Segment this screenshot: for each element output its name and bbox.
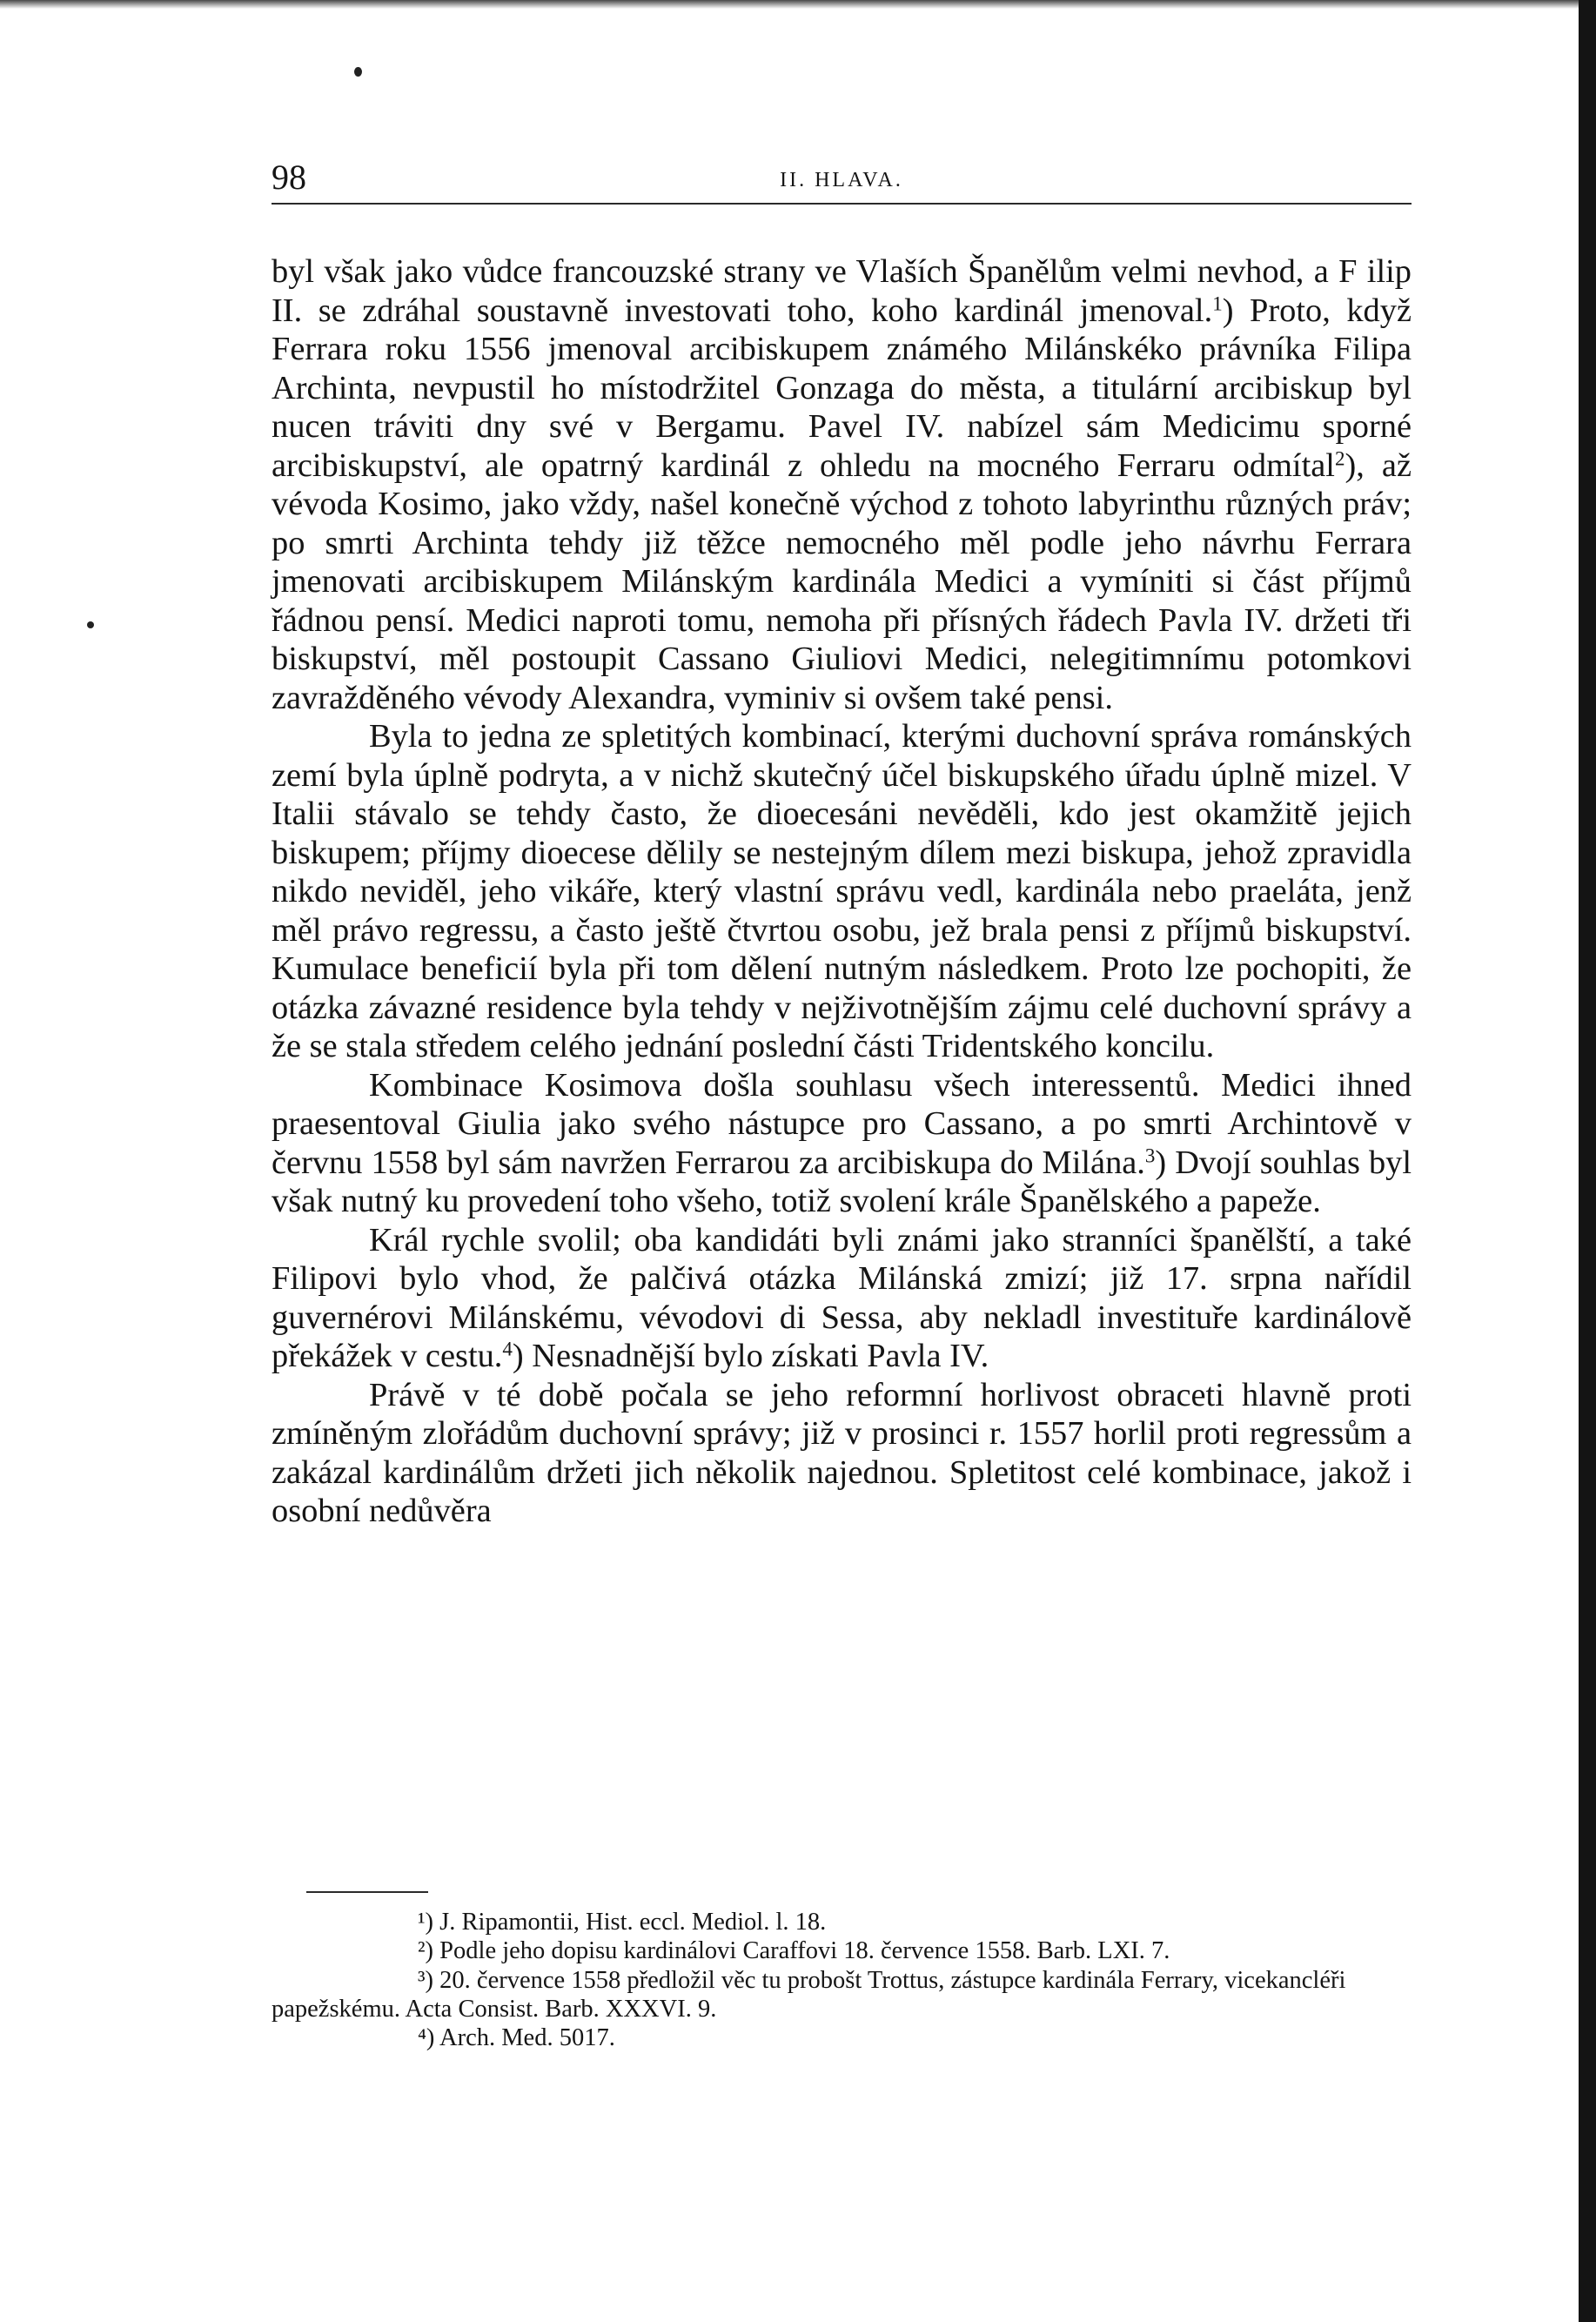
footnote — [272, 1908, 1412, 1936]
paragraph-text: ) Proto, když Ferrara roku 1556 jmenoval arcibiskupem známého Milánskéko právníka Filipa Archinta, nevpustil ho místodržitel Gonzaga do města, a titulární arcibiskup byl nucen tráviti dny své v Bergamu. Pavel IV. nabízel sám Medicimu sporné arcibiskupství, ale opatrný kardinál z ohledu na mocného Ferraru odmítal — [272, 292, 1412, 484]
footnote-mark: ⁴) — [418, 2024, 435, 2052]
page-header — [272, 157, 1412, 202]
page — [272, 157, 1412, 2052]
paragraph-text: ), až vévoda Kosimo, jako vždy, našel konečně východ z tohoto labyrinthu různých práv; po smrti Archinta tehdy již těžce nemocného měl podle jeho návrhu Ferrara jmenovati arcibiskupem Milánským kardinála Medici a vymíniti si část příjmů řádnou pensí. Medici naproti tomu, nemoha při přísných řádech Pavla IV. držeti tři biskupství, měl postoupit Cassano Giuliovi Medici, nelegitimnímu potomkovi zavražděného vévody Alexandra, vyminiv si ovšem také pensi. — [272, 446, 1412, 716]
footnote-text: 20. července 1558 předložil věc tu probošt Trottus, zástupce kardinála Ferrary, vicekancléři papežskému. Acta Consist. Barb. XXXVI. 9. — [272, 1966, 1346, 2023]
paragraph-text: Král rychle svolil; oba kandidáti byli známi jako stranníci španělští, a také Filipovi bylo vhod, že palčivá otázka Milánská zmizí; již 17. srpna nařídil guvernérovi Milánskému, vévodovi di Sessa, aby nekladl investituře kardinálově překážek v cestu. — [272, 1221, 1412, 1374]
footnote-mark: ³) — [418, 1966, 434, 1994]
paragraph-text: Kombinace Kosimova došla souhlasu všech interessentů. Medici ihned praesentoval Giulia jako svého nástupce pro Cassano, a po smrti Archintově v červnu 1558 byl sám navržen Ferrarou za arcibiskupa do Milána. — [272, 1066, 1412, 1181]
paragraph-text: ) Nesnadnější bylo získati Pavla IV. — [512, 1338, 989, 1374]
paragraph — [272, 717, 1412, 1066]
paragraph-text: Byla to jedna ze spletitých kombinací, kterými duchovní správa románských zemí byla úplně podryta, a v nichž skutečný účel biskupského úřadu úplně mizel. V Italii stávalo se tehdy často, že dioecesáni nevěděli, kdo jest okamžitě jejich biskupem; příjmy dioecese dělily se nestejným dílem mezi biskupa, jehož zpravidla nikdo neviděl, jeho vikáře, který vlastní správu vedl, kardinála nebo praeláta, jenž měl právo regressu, a často ještě čtvrtou osobu, jež brala pensi z příjmů biskupství. Kumulace beneficií byla při tom dělení nutným následkem. Proto lze pochopiti, že otázka závazné residence byla tehdy v nejživotnějším zájmu celé duchovní správy a že se stala středem celého jednání poslední části Tridentského koncilu. — [272, 718, 1412, 1064]
scan-speck — [354, 67, 362, 77]
footnote — [272, 1936, 1412, 1965]
footnote-reference: 4 — [502, 1337, 513, 1360]
footnote-reference: 3 — [1144, 1143, 1156, 1166]
footnote-mark: ²) — [418, 1937, 434, 1965]
footnote — [272, 2023, 1412, 2052]
paragraph — [272, 252, 1412, 717]
paragraph — [272, 1376, 1412, 1531]
footnote-reference: 2 — [1334, 446, 1345, 469]
paragraph-text: byl však jako vůdce francouzské strany ve Vlaších Španělům velmi nevhod, a F ilip II. se zdráhal soustavně investovati toho, koho kardinál jmenoval. — [272, 253, 1412, 329]
paragraph-text: Právě v té době počala se jeho reformní horlivost obraceti hlavně proti zmíněným zlořádům duchovní správy; již v prosinci r. 1557 horlil proti regressům a zakázal kardinálům držeti jich několik najednou. Spletitost celé kombinace, jakož i osobní nedůvěra — [272, 1376, 1412, 1529]
paragraph-text: ) Dvojí souhlas byl však nutný ku provedení toho všeho, totiž svolení krále Španělského a papeže. — [272, 1144, 1412, 1219]
footnotes — [272, 1908, 1412, 2052]
scan-edge-right — [1579, 0, 1596, 2322]
footnote-text: Arch. Med. 5017. — [434, 2024, 615, 2052]
page-number: 98 — [272, 158, 306, 197]
footnote-text: Podle jeho dopisu kardinálovi Caraffovi 18. července 1558. Barb. LXI. 7. — [433, 1937, 1170, 1965]
footnote-reference: 1 — [1212, 291, 1223, 314]
paragraph — [272, 1066, 1412, 1221]
running-head: II. HLAVA. — [780, 169, 903, 191]
body-text — [272, 252, 1412, 1531]
footnote-mark: ¹) — [418, 1909, 434, 1936]
header-rule — [272, 203, 1412, 205]
paragraph — [272, 1221, 1412, 1376]
scan-speck — [87, 621, 94, 628]
scan-edge-top — [0, 0, 1596, 9]
footnote-rule — [306, 1891, 428, 1893]
footnote-text: J. Ripamontii, Hist. eccl. Mediol. l. 18. — [433, 1909, 827, 1936]
footnote — [272, 1966, 1412, 2024]
